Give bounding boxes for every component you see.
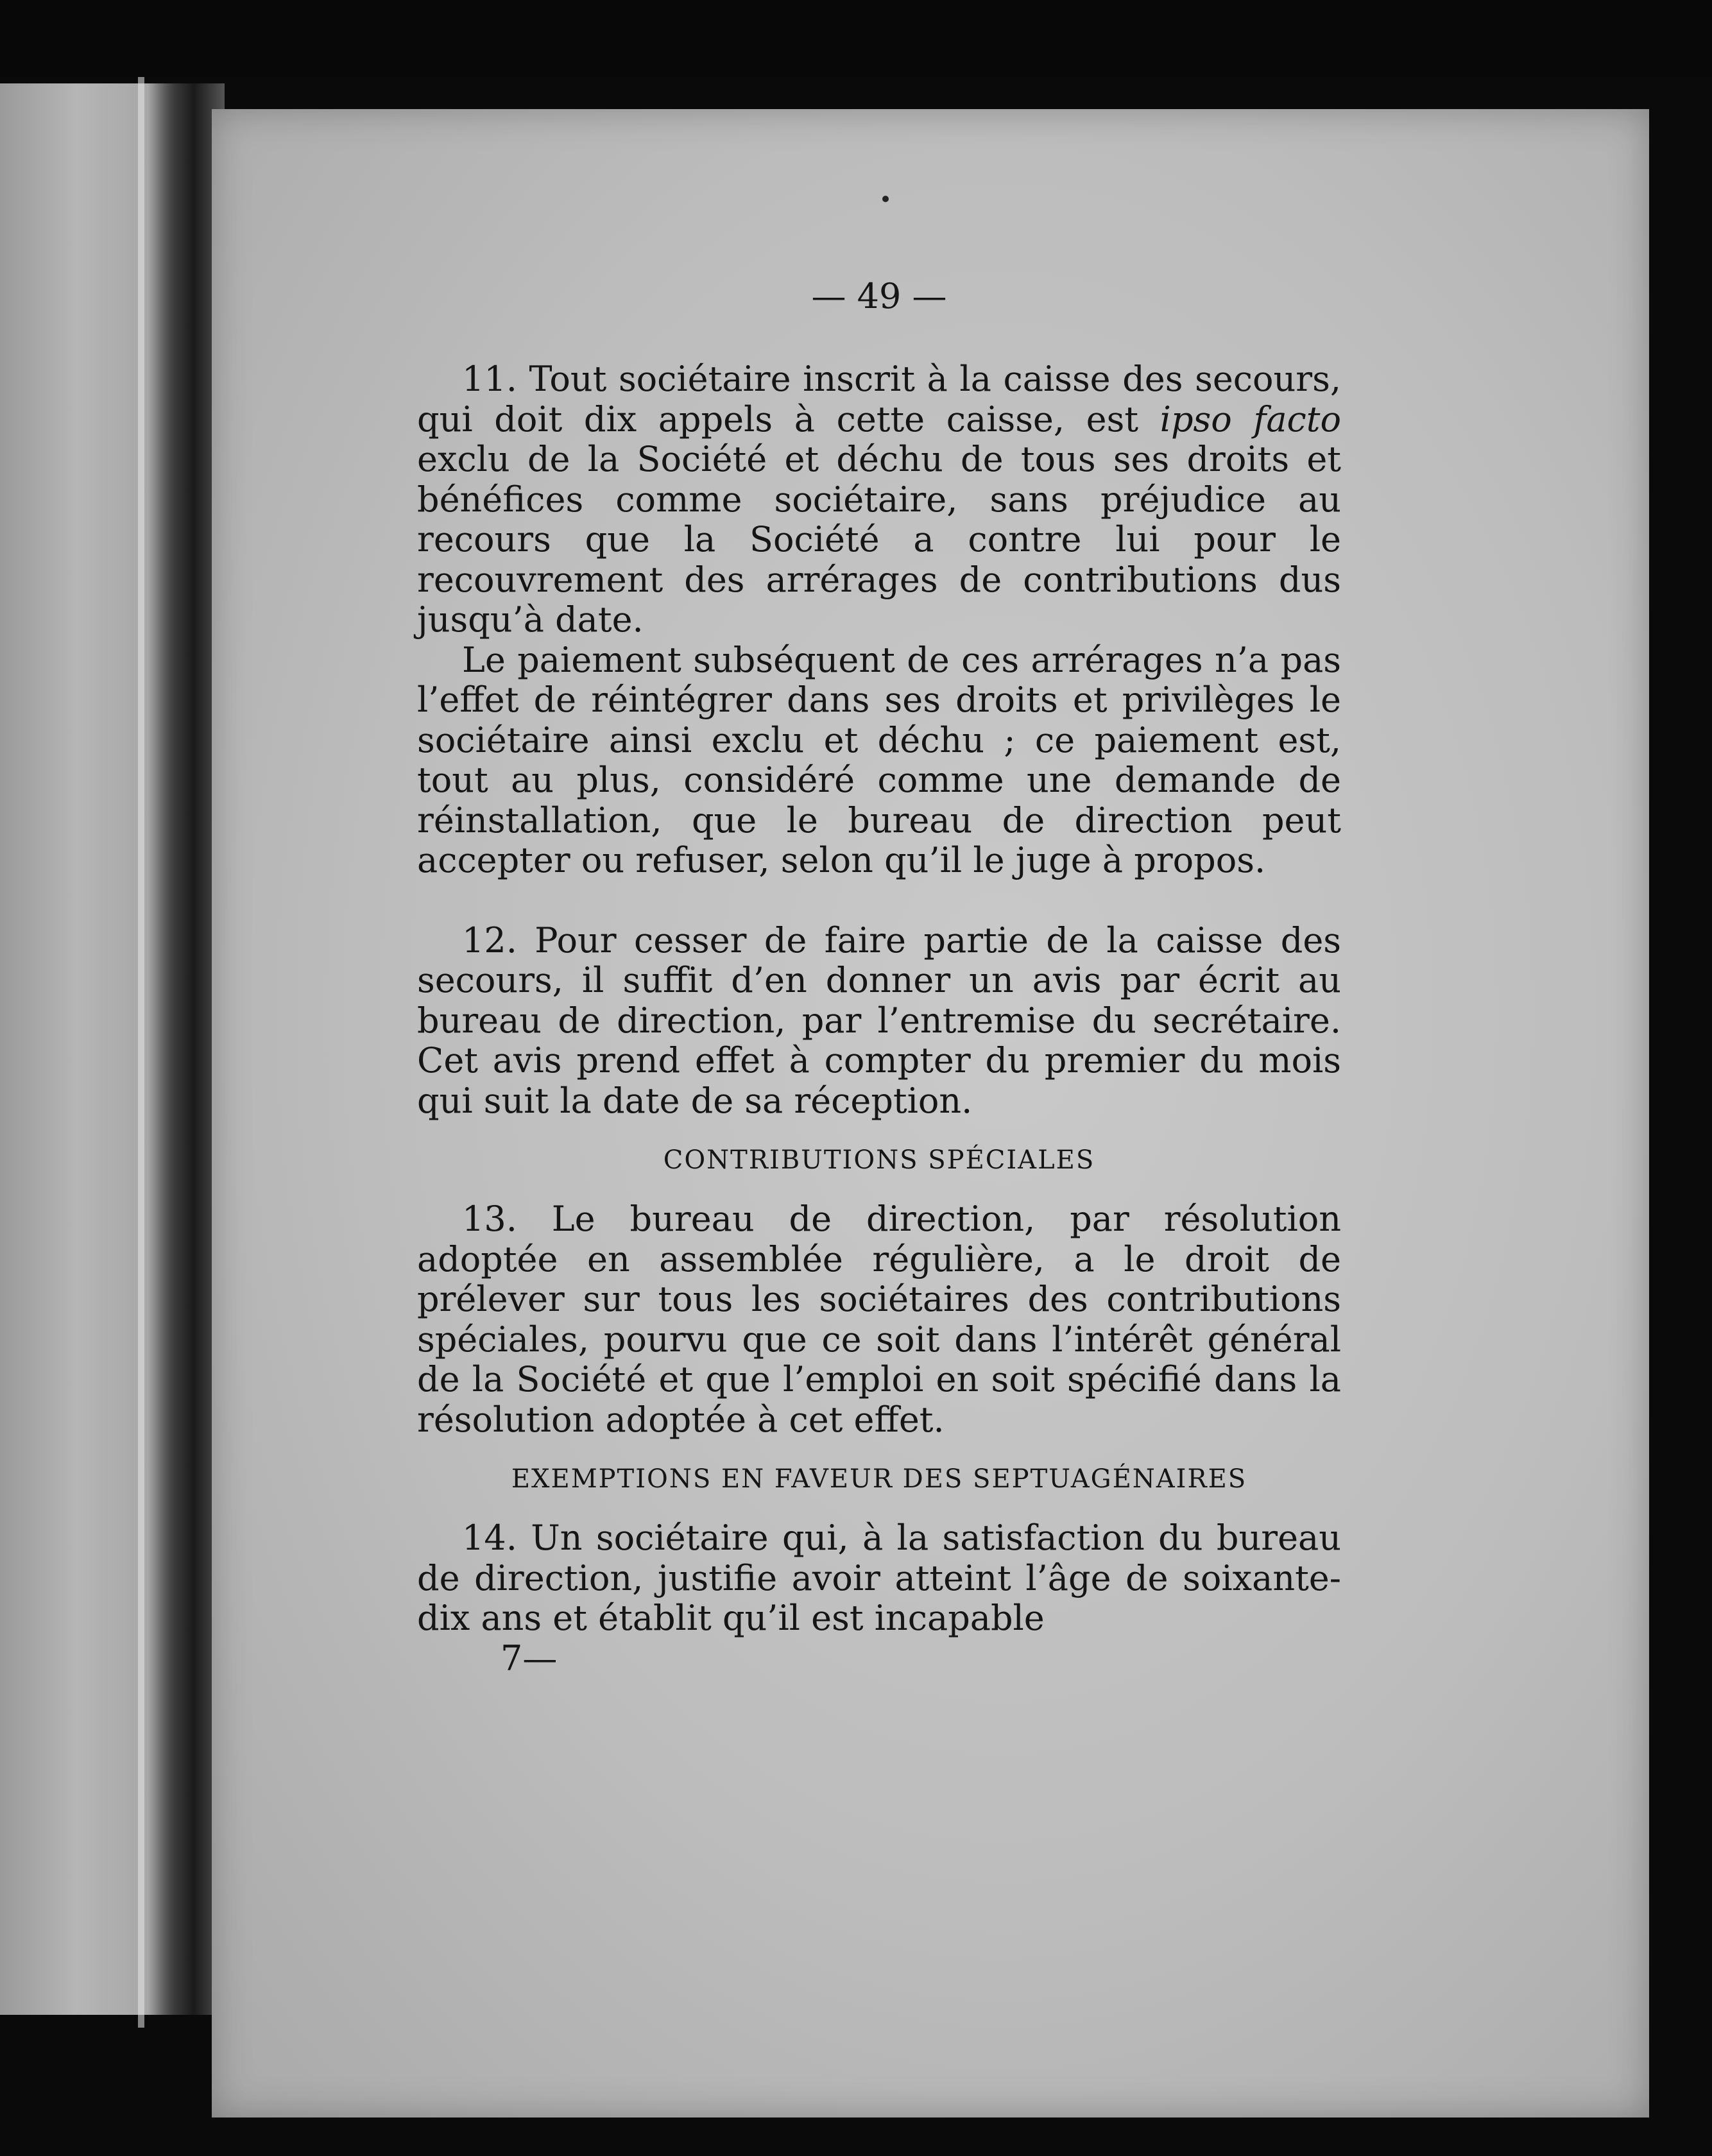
article-11-latin-phrase: ipso facto — [1160, 398, 1341, 440]
paragraph-spacer — [417, 881, 1341, 921]
article-11-text-start: 11. Tout sociétaire inscrit à la caisse des secours, qui doit dix appels à cette caisse, est — [417, 359, 1341, 440]
signature-mark: 7— — [501, 1638, 558, 1679]
article-11-second-paragraph: Le paiement subséquent de ces arrérages n’a pas l’effet de réintégrer dans ses droits et privilèges le sociétaire ainsi exclu et déchu ; ce paiement est, tout au plus, considéré comme une demande de réinstallation, que le bureau de direction peut accepter ou refuser, selon qu’il le juge à propos. — [417, 639, 1341, 880]
paragraph-spacer — [417, 1180, 1341, 1199]
article-11-text-end: exclu de la Société et déchu de tous ses droits et bénéfices comme sociétaire, sans préjudice au recours que la Société a contre lui pour le recouvrement des arrérages de contributions dus jusqu’à date. — [417, 439, 1341, 640]
page-text — [417, 359, 1341, 1679]
scan-border-top — [0, 0, 1712, 77]
article-12-paragraph: 12. Pour cesser de faire partie de la caisse des secours, il suffit d’en donner un avis par écrit au bureau de direction, par l’entremise du secrétaire. Cet avis prend effet à compter du premier du mois qui suit la date de sa réception. — [417, 920, 1341, 1121]
article-11-paragraph — [417, 359, 1341, 640]
article-13-paragraph: 13. Le bureau de direction, par résolution adoptée en assemblée régulière, a le droit de prélever sur tous les sociétaires des contributions spéciales, pourvu que ce soit dans l’intérêt général de la Société et que l’emploi en soit spécifié dans la résolution adoptée à cet effet. — [417, 1199, 1341, 1440]
section-heading-exemptions: EXEMPTIONS EN FAVEUR DES SEPTUAGÉNAIRES — [511, 1464, 1247, 1494]
article-14-paragraph: 14. Un sociétaire qui, à la satisfaction du bureau de direction, justifie avoir atteint l’âge de soixante-dix ans et établit qu’il est incapable — [417, 1518, 1341, 1638]
paragraph-spacer — [417, 1440, 1341, 1459]
page-number: — 49 — — [811, 276, 947, 316]
paragraph-spacer — [417, 1499, 1341, 1518]
ink-speck — [882, 196, 889, 202]
section-heading-contributions: CONTRIBUTIONS SPÉCIALES — [663, 1145, 1095, 1175]
binding-edge — [138, 77, 144, 2028]
paragraph-spacer — [417, 1121, 1341, 1140]
